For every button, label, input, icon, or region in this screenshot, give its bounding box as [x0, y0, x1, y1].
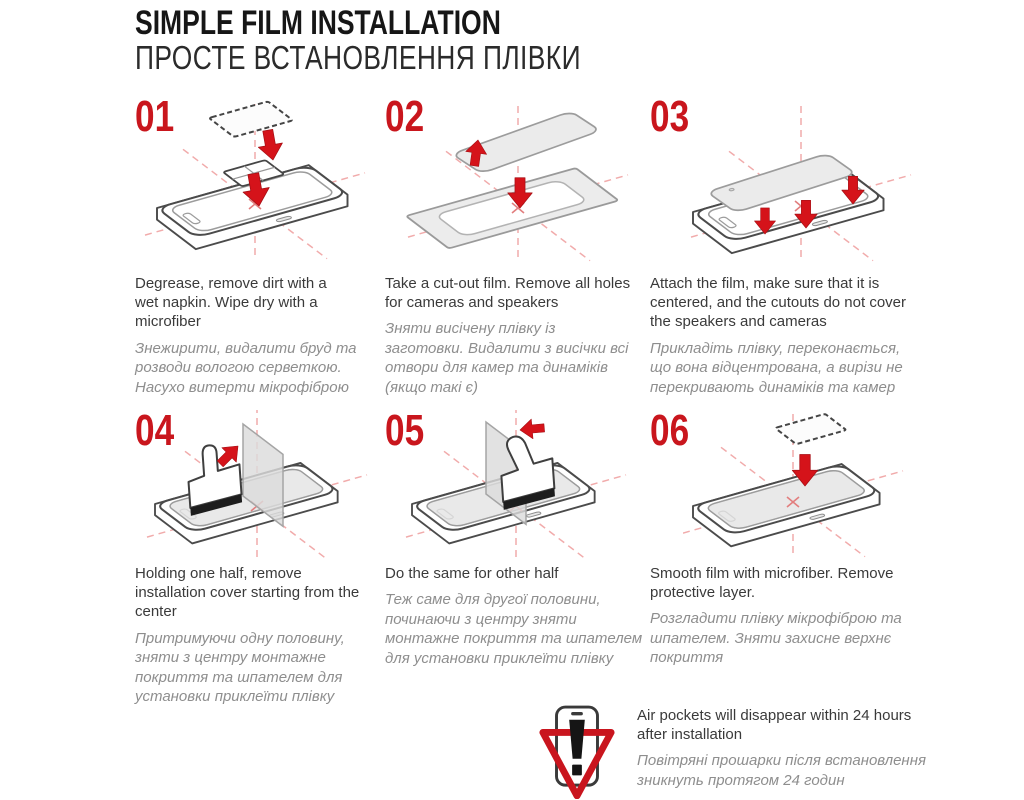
step-05 — [385, 406, 650, 707]
step-04-illustration — [143, 410, 378, 558]
steps-grid — [135, 92, 1015, 707]
step-06-text-ua: Розгладити плівку мікрофіброю та шпателем. Зняти захисне верхнє покриття — [650, 610, 902, 667]
microfiber-cloth-icon — [775, 414, 846, 444]
step-01 — [135, 92, 385, 410]
step-05-illustration — [400, 410, 635, 558]
step-06-illustration — [683, 410, 918, 558]
step-03-text-ua: Прикладіть плівку, переконається, що вона відцентрована, а вирізи не перекривають динаміків та камер — [650, 339, 903, 396]
notice-text-ua: Повітряні прошарки після встановлення зникнуть протягом 24 годин — [637, 752, 926, 789]
step-02-text-ua: Зняти висічену плівку із заготовки. Видалити з висічки всі отвори для камер та динаміків (якщо такі є) — [385, 320, 629, 396]
notice-text — [637, 701, 945, 799]
red-arrow-down-icon — [255, 128, 284, 162]
air-pockets-notice — [537, 701, 945, 799]
step-02-text-en: Take a cut-out film. Remove all holes for cameras and speakers — [385, 275, 631, 312]
step-06-text-en: Smooth film with microfiber. Remove protective layer. — [650, 565, 894, 602]
page-header — [135, 6, 692, 76]
step-02 — [385, 92, 650, 410]
step-03-number: 03 — [650, 92, 690, 141]
step-03-illustration — [683, 96, 918, 268]
step-01-number: 01 — [135, 92, 175, 141]
step-01-illustration — [143, 96, 378, 268]
step-03 — [650, 92, 950, 410]
step-05-text-en: Do the same for other half — [385, 565, 559, 582]
step-04 — [135, 406, 385, 707]
page-subtitle: ПРОСТЕ ВСТАНОВЛЕННЯ ПЛІВКИ — [135, 39, 581, 76]
step-04-number: 04 — [135, 406, 175, 455]
step-01-text-ua: Знежирити, видалити бруд та розводи вологою серветкою. Насухо витерти мікрофіброю — [135, 339, 357, 396]
step-06-number: 06 — [650, 406, 690, 455]
step-04-text-en: Holding one half, remove installation cover starting from the center — [135, 565, 360, 621]
step-06 — [650, 406, 950, 707]
step-01-text-en: Degrease, remove dirt with a wet napkin. Wipe dry with a microfiber — [135, 275, 327, 331]
phone-exclamation-warning-icon — [537, 701, 617, 799]
red-arrow-left-icon — [519, 418, 545, 440]
step-04-text-ua: Притримуючи одну половину, зняти з центру монтажне покриття та шпателем для установки приклеїти плівку — [135, 629, 345, 706]
step-02-number: 02 — [385, 92, 425, 141]
notice-text-en: Air pockets will disappear within 24 hours after installation — [637, 707, 912, 744]
page-title: SIMPLE FILM INSTALLATION — [135, 4, 501, 42]
wet-napkin-icon — [209, 101, 293, 137]
step-02-illustration — [400, 96, 635, 268]
step-03-text-en: Attach the film, make sure that it is centered, and the cutouts do not cover the speakers and cameras — [650, 275, 907, 331]
step-05-text-ua: Теж саме для другої половини, починаючи з центру зняти монтажне покриття та шпателем для установки приклеїти плівку — [385, 591, 643, 667]
step-05-number: 05 — [385, 406, 425, 455]
